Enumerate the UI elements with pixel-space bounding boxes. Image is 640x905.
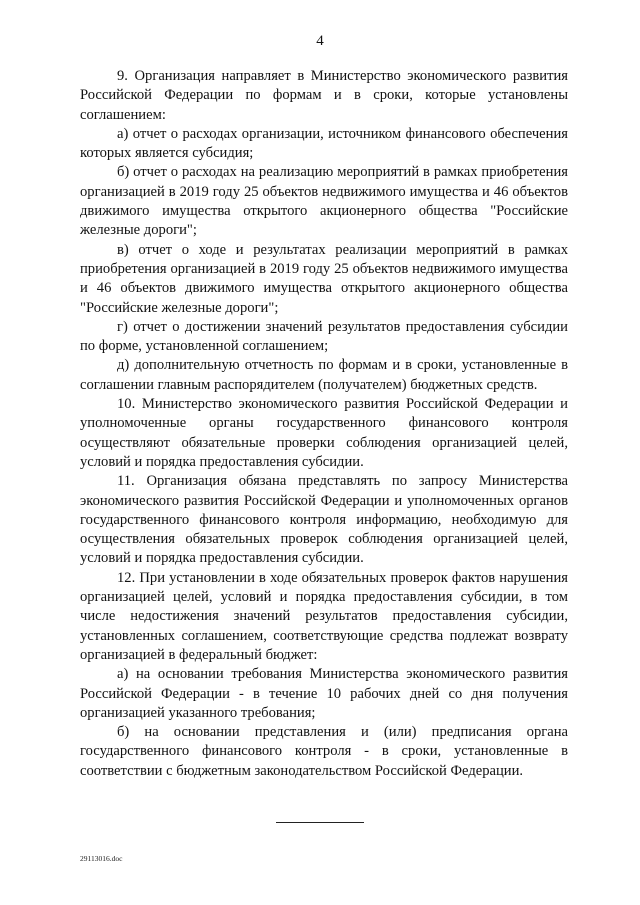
paragraph-11: 11. Организация обязана представлять по запросу Министерства экономического развития Российской Федерации и уполномоченных органов государственного финансового контроля информацию, необходимую для осуществления обязательных проверок соблюдения организацией целей, условий и порядка предоставления субсидии. bbox=[80, 473, 568, 567]
paragraph-12b: б) на основании представления и (или) предписания органа государственного финансового контроля - в сроки, установленные в соответствии с бюджетным законодательством Российской Федерации. bbox=[80, 724, 568, 779]
paragraph-10: 10. Министерство экономического развития Российской Федерации и уполномоченные органы государственного финансового контроля осуществляют обязательные проверки соблюдения организацией целей, условий и порядка предоставления субсидии. bbox=[80, 396, 568, 470]
paragraph-9g: г) отчет о достижении значений результатов предоставления субсидии по форме, установленной соглашением; bbox=[80, 318, 568, 355]
paragraph-9: 9. Организация направляет в Министерство экономического развития Российской Федерации по формам и в сроки, которые установлены соглашением: bbox=[80, 68, 568, 123]
paragraph-9v: в) отчет о ходе и результатах реализации мероприятий в рамках приобретения организацией в 2019 году 25 объектов недвижимого имущества и 46 объектов движимого имущества открытого акционерного общества "Российские железные дороги"; bbox=[80, 241, 568, 316]
paragraph-9a: а) отчет о расходах организации, источником финансового обеспечения которых является субсидия; bbox=[80, 125, 568, 162]
document-file-code: 29113016.doc bbox=[80, 854, 123, 863]
paragraph-12: 12. При установлении в ходе обязательных проверок фактов нарушения организацией целей, условий и порядка предоставления субсидии, в том числе недостижения значений результатов предоставления субсидии, установленных соглашением, соответствующие средства подлежат возврату организацией в федеральный бюджет: bbox=[80, 569, 568, 663]
paragraph-9b: б) отчет о расходах на реализацию мероприятий в рамках приобретения организацией в 2019 году 25 объектов недвижимого имущества и 46 объектов движимого имущества открытого акционерного общества "Российские железные дороги"; bbox=[80, 164, 568, 239]
paragraph-12a: а) на основании требования Министерства экономического развития Российской Федерации - в течение 10 рабочих дней со дня получения организацией указанного требования; bbox=[80, 666, 568, 721]
body-text bbox=[80, 67, 568, 781]
page-number: 4 bbox=[316, 33, 324, 49]
paragraph-9d: д) дополнительную отчетность по формам и в сроки, установленные в соглашении главным распорядителем (получателем) бюджетных средств. bbox=[80, 357, 568, 393]
end-separator-line bbox=[276, 822, 364, 823]
